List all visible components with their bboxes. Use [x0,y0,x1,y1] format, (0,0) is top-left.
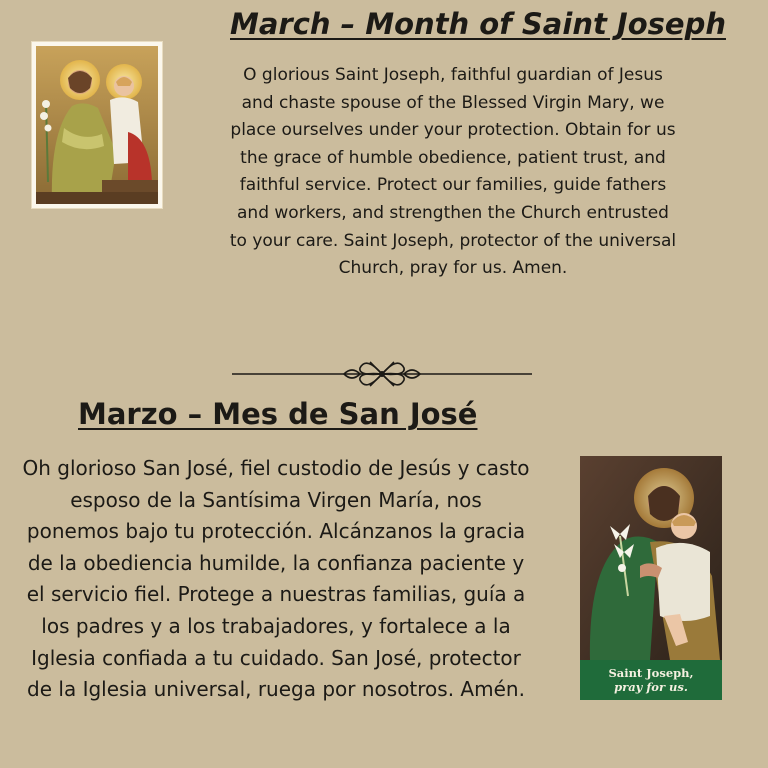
holy-card-caption [580,660,722,700]
caption-line-2: pray for us. [614,680,688,694]
caption-line-1: Saint Joseph, [608,666,694,680]
saint-joseph-with-child-image [32,42,162,208]
saint-joseph-holy-card-top [32,42,162,208]
spanish-title: Marzo – Mes de San José [78,397,478,431]
english-prayer: O glorious Saint Joseph, faithful guardian of Jesus and chaste spouse of the Blessed Virgin Mary, we place ourselves under your protection. Obtain for us the grace of humble obedience, patient trust, and faithful service. Protect our families, guide fathers and workers, and strengthen the Church entrusted to your care. Saint Joseph, protector of the universal Church, pray for us. Amen. [229,65,677,279]
ornamental-divider [230,352,534,396]
saint-joseph-with-child-image [580,456,722,660]
saint-joseph-holy-card-bottom [580,456,722,700]
english-title: March – Month of Saint Joseph [230,7,726,41]
spanish-prayer: Oh glorioso San José, fiel custodio de Jesús y casto esposo de la Santísima Virgen María, nos ponemos bajo tu protección. Alcánzanos la gracia de la obediencia humilde, la confianza paciente y el servicio fiel. Protege a nuestras familias, guía a los padres y a los trabajadores, y fortalece a la Iglesia confiada a tu cuidado. San José, protector de la Iglesia universal, ruega por nosotros. Amén. [22,456,530,702]
